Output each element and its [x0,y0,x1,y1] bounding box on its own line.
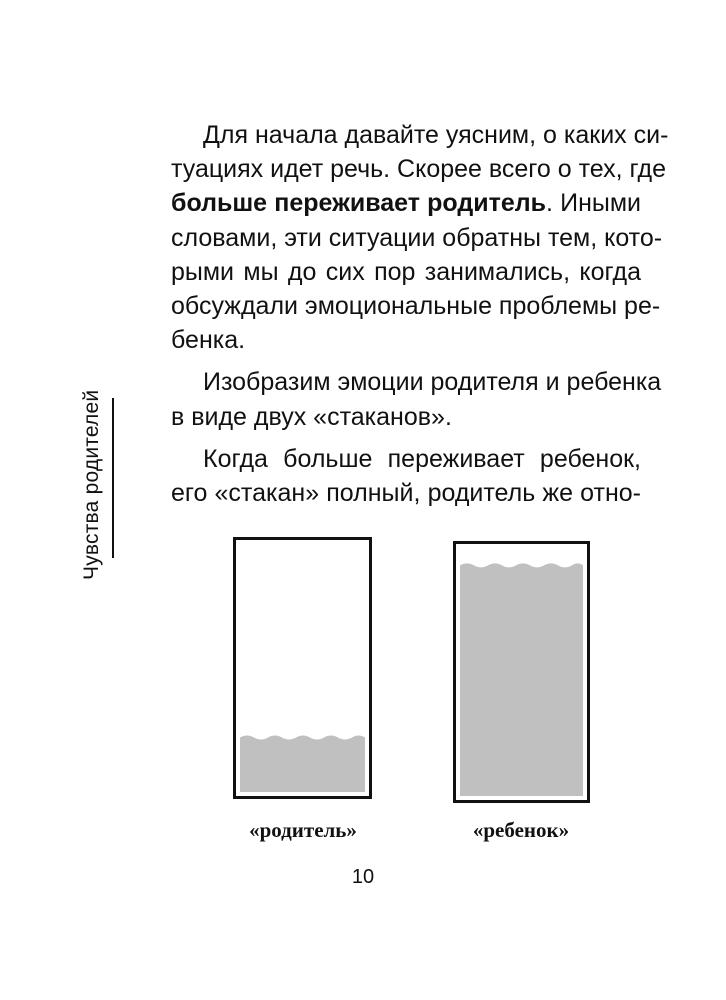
text-line: Для начала давайте уясним, о каких си- [203,121,669,149]
paragraph-1 [171,118,669,357]
page-number: 10 [351,866,375,888]
text-line: Когда больше переживает ребенок, [203,444,641,473]
text-line: туациях идет речь. Скорее всего о тех, где [171,155,666,184]
text-line: обсуждали эмоциональные проблемы ре- [171,292,661,321]
paragraph-3 [171,442,641,510]
liquid-fill [240,735,365,792]
text-line: Изобразим эмоции родителя и ребенка [203,368,662,397]
text-line: его «стакан» полный, родитель же отно- [171,479,641,508]
parent-glass-fill [236,540,369,796]
text-line: больше переживает родитель. Иными [171,189,641,218]
parent-glass-caption: «родитель» [249,818,357,842]
text-line: бенка. [171,326,246,355]
text-line: в виде двух «стаканов». [171,402,452,431]
parent-glass [233,537,372,799]
text-line: словами, эти ситуации обратны тем, кото- [171,223,663,252]
liquid-fill [460,563,583,796]
body-text [171,118,669,510]
emphasis-text: больше переживает родитель [171,189,546,218]
side-divider [112,398,114,558]
section-side-label: Чувства родителей [80,389,103,580]
paragraph-2 [171,365,662,433]
child-glass [453,541,590,803]
text-line: рыми мы до сих пор занимались, когда [171,257,641,286]
child-glass-fill [456,544,587,800]
child-glass-caption: «ребенок» [472,818,570,842]
